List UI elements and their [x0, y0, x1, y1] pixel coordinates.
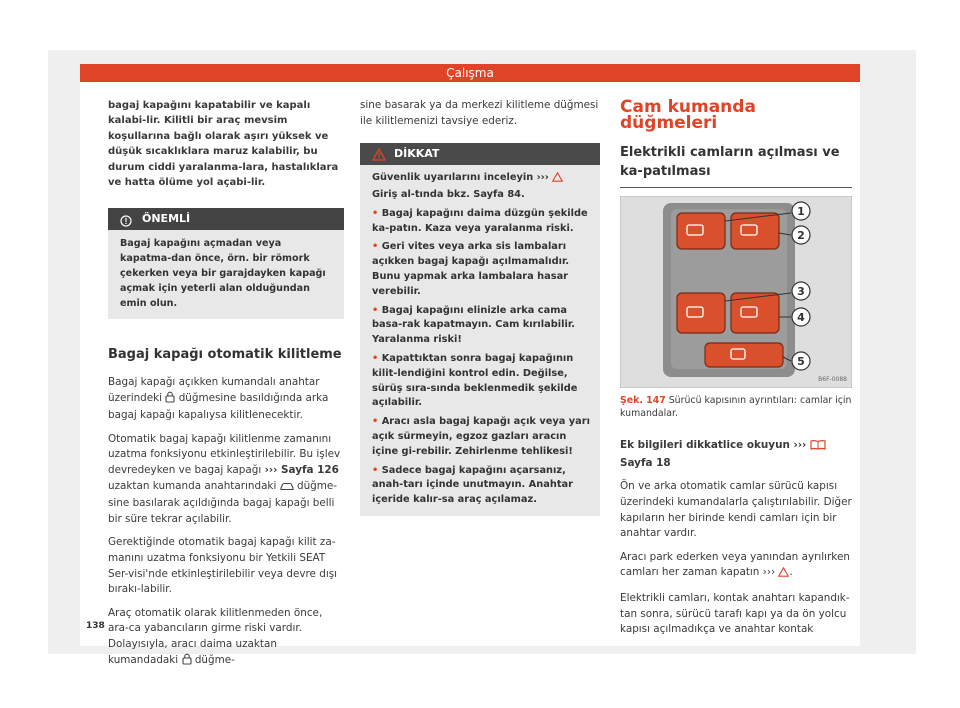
warning-box: [360, 143, 600, 516]
callout-3: 3: [797, 285, 805, 299]
warning-item: [372, 304, 590, 348]
notice-box: [108, 208, 344, 319]
warning-triangle-icon: [778, 567, 789, 583]
figure-caption-text: Sürücü kapısının ayrıntıları: camlar için kumandalar.: [620, 395, 852, 420]
paragraph-4: [108, 606, 344, 670]
warning-item: [372, 415, 590, 459]
bullet-icon: •: [372, 304, 382, 316]
reference-link[interactable]: Sayfa 18: [620, 456, 671, 469]
switch-button-1: [677, 213, 725, 249]
lock-icon: [165, 391, 175, 409]
middle-column: [360, 98, 600, 516]
warning-lead-text-a: Güvenlik uyarılarını inceleyin ›››: [372, 172, 549, 184]
notice-box-header: [108, 208, 344, 230]
paragraph-2-text-a: Otomatik bagaj kapağı kilitlenme zamanını uzatma fonksiyonu etkinleştirilebilir. Bu işlev devredeyken ve bagaj kapağı: [108, 432, 341, 476]
bullet-icon: •: [372, 416, 382, 428]
bullet-icon: •: [372, 464, 382, 476]
reference-text-a: Ek bilgileri dikkatlice okuyun ›››: [620, 439, 807, 452]
switch-button-2: [731, 213, 779, 249]
paragraph-2-text-c: düğme-sine basılarak açıldığında bagaj kapağı belli bir süre tekrar açılabilir.: [108, 479, 338, 525]
reference-line: [620, 438, 852, 471]
warning-item-text: Bagaj kapağını elinizle arka cama basa-rak kapatmayın. Cam kırılabilir. Yaralanma riski!: [372, 304, 575, 346]
intro-text: bagaj kapağını kapatabilir ve kapalı kalabi-lir. Kilitli bir araç mevsim koşullarına bağlı olarak aşırı yüksek ve düşük sıcaklıklara maruz kalabilir, bu durum ciddi yaralanma-lara, hastalıklara ve hatta ölüme yol açabi-lir.: [108, 100, 339, 189]
info-circle-icon: [120, 213, 132, 235]
paragraph-1-text-b: düğmesine basıldığında arka bagaj kapağı kapalıysa kilitlenecektir.: [108, 391, 329, 422]
paragraph-1-text-a: Bagaj kapağı açıkken kumandalı anahtar üzerindeki: [108, 376, 320, 404]
notice-title: ÖNEMLİ: [142, 212, 191, 226]
figure-caption-label: Şek. 147: [620, 395, 666, 407]
paragraph-3: Gerektiğinde otomatik bagaj kapağı kilit za-manını uzatma fonksiyonu bir Yetkili SEAT Ser-visi'nde etkinleştirilebilir veya devre dışı bırakı-labilir.: [108, 536, 338, 596]
bullet-icon: •: [372, 241, 382, 253]
paragraph-4-text-b: düğme-: [194, 653, 235, 666]
warning-item-text: Kapattıktan sonra bagaj kapağının kilit-lendiğini kontrol edin. Değilse, sürüş sıra-sında beklenmedik şekilde açılabilir.: [372, 352, 578, 409]
warning-triangle-icon: [372, 147, 386, 169]
paragraph-1: [108, 375, 344, 424]
warning-item: [372, 207, 590, 237]
paragraph-2-text-b: uzaktan kumanda anahtarındaki: [108, 479, 277, 492]
warning-body: [360, 165, 600, 516]
figure-caption: [620, 394, 852, 420]
paragraph-right-1: Ön ve arka otomatik camlar sürücü kapısı üzerindeki kumandalarla çalıştırılabilir. Diğer kapıların her birinde kendi camları için bir anahtar vardır.: [620, 480, 852, 540]
switch-button-3: [677, 293, 725, 333]
figure-code: B6F-0088: [818, 376, 847, 384]
warning-item: [372, 464, 590, 508]
warning-item: [372, 352, 590, 411]
section-header: Çalışma: [80, 64, 860, 82]
callout-4: 4: [797, 311, 805, 325]
switch-button-5: [705, 343, 783, 367]
paragraph-right-2-text-b: .: [789, 566, 793, 579]
notice-body: [108, 230, 344, 319]
right-column: [620, 97, 852, 646]
callout-5: 5: [797, 355, 805, 369]
paragraph-right-3: Elektrikli camları, kontak anahtarı kapandık-tan sonra, sürücü tarafı kapı ya da ön yolcu kapısı açılmadıkça ve anahtar kontak: [620, 591, 850, 636]
warning-triangle-icon: [552, 172, 563, 188]
warning-lead-text-b: Giriş al-tında bkz. Sayfa 84.: [372, 188, 525, 200]
paragraph-2: [108, 432, 344, 528]
section-title: Bagaj kapağı otomatik kilitleme: [108, 347, 342, 363]
paragraph-right-2: [620, 550, 852, 583]
window-switch-figure: [620, 196, 852, 388]
subtitle-rule: [620, 187, 852, 188]
warning-item-text: Sadece bagaj kapağını açarsanız, anah-tarı içinde unutmayın. Anahtar içeride kalır-sa araç açılamaz.: [372, 464, 573, 506]
callout-2: 2: [797, 229, 805, 243]
book-icon: [810, 439, 826, 456]
chapter-title: Cam kumanda düğmeleri: [620, 97, 756, 133]
paragraph-4-text-a: Araç otomatik olarak kilitlenmeden önce, ara-ca yabancıların girme riski vardır. Dolayısıyla, aracı daima uzaktan kumandadaki: [108, 606, 323, 666]
warning-lead: [372, 171, 590, 203]
continued-text: sine basarak ya da merkezi kilitleme düğmesi ile kilitlemenizi tavsiye ederiz.: [360, 99, 599, 127]
notice-text: Bagaj kapağını açmadan veya kapatma-dan önce, örn. bir römork çekerken veya bir garajdayken kapağı açmak için yeterli alan olduğundan emin olun.: [120, 238, 326, 310]
warning-item-text: Geri vites veya arka sis lambaları açıkken bagaj kapağı açılmamalıdır. Bunu yapmak arka lambalara hasar verebilir.: [372, 241, 570, 297]
page-reference-link[interactable]: ››› Sayfa 126: [264, 464, 339, 476]
page-number: 138: [86, 621, 105, 631]
warning-item-text: Aracı asla bagaj kapağı açık veya yarı açık sürmeyin, egzoz gazları aracın içine gi-rebilir. Zehirlenme tehlikesi!: [372, 416, 590, 457]
window-switch-illustration: [621, 197, 851, 387]
warning-box-header: [360, 143, 600, 165]
left-column: [108, 98, 344, 678]
chapter-subtitle: Elektrikli camların açılması ve ka-patılması: [620, 145, 840, 180]
warning-title: DİKKAT: [394, 147, 440, 161]
paragraph-right-2-text-a: Aracı park ederken veya yanından ayrılırken camları her zaman kapatın ›››: [620, 550, 850, 579]
warning-item-text: Bagaj kapağını daima düzgün şekilde ka-patın. Kaza veya yaralanma riski.: [372, 207, 588, 234]
bullet-icon: •: [372, 352, 382, 364]
car-icon: [280, 481, 294, 497]
bullet-icon: •: [372, 207, 382, 219]
lock-icon: [182, 653, 192, 671]
warning-item: [372, 240, 590, 299]
callout-1: 1: [797, 205, 805, 219]
